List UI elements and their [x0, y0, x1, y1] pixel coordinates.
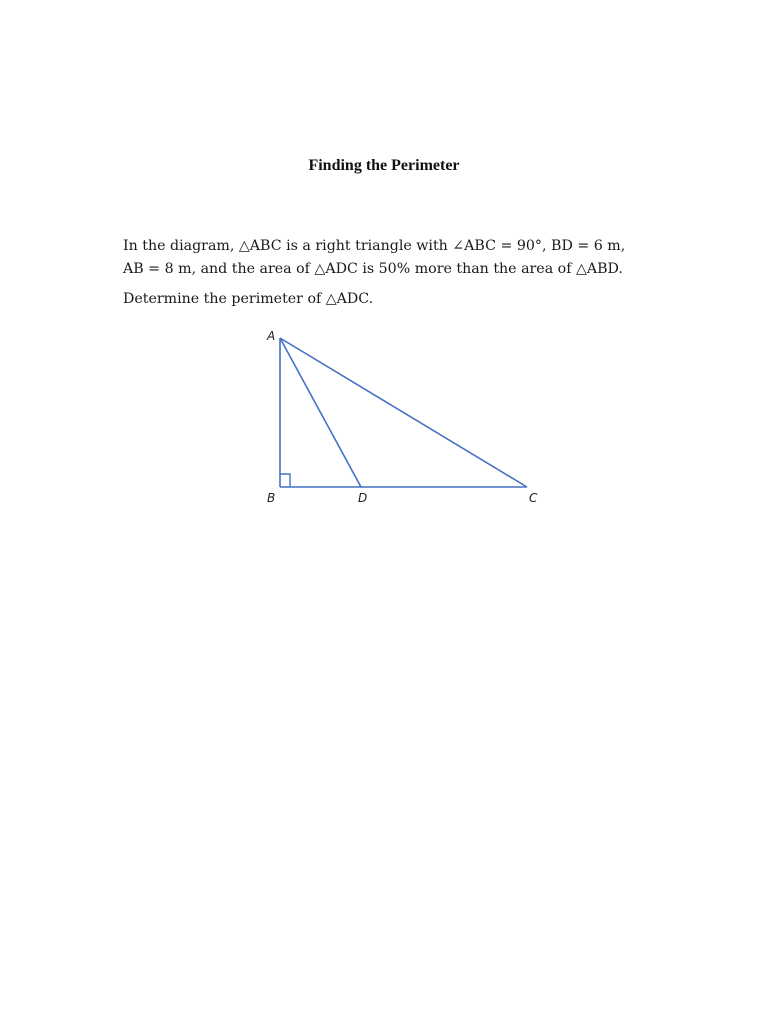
problem-line-1: In the diagram, △ABC is a right triangle with ∠ABC = 90°, BD = 6 m,: [123, 238, 626, 254]
right-angle-marker: [280, 474, 290, 487]
vertex-label-d: D: [358, 491, 368, 505]
problem-question: Determine the perimeter of △ADC.: [123, 291, 374, 307]
triangle-diagram: [255, 325, 555, 515]
vertex-label-a: A: [267, 329, 276, 343]
side-ac: [280, 338, 527, 487]
vertex-label-b: B: [267, 491, 276, 505]
problem-line-2: AB = 8 m, and the area of △ADC is 50% more than the area of △ABD.: [123, 261, 623, 277]
vertex-label-c: C: [529, 491, 538, 505]
triangle-svg: [255, 325, 555, 515]
problem-statement: [123, 235, 663, 281]
page-title: Finding the Perimeter: [308, 157, 460, 174]
segment-ad: [280, 338, 361, 487]
